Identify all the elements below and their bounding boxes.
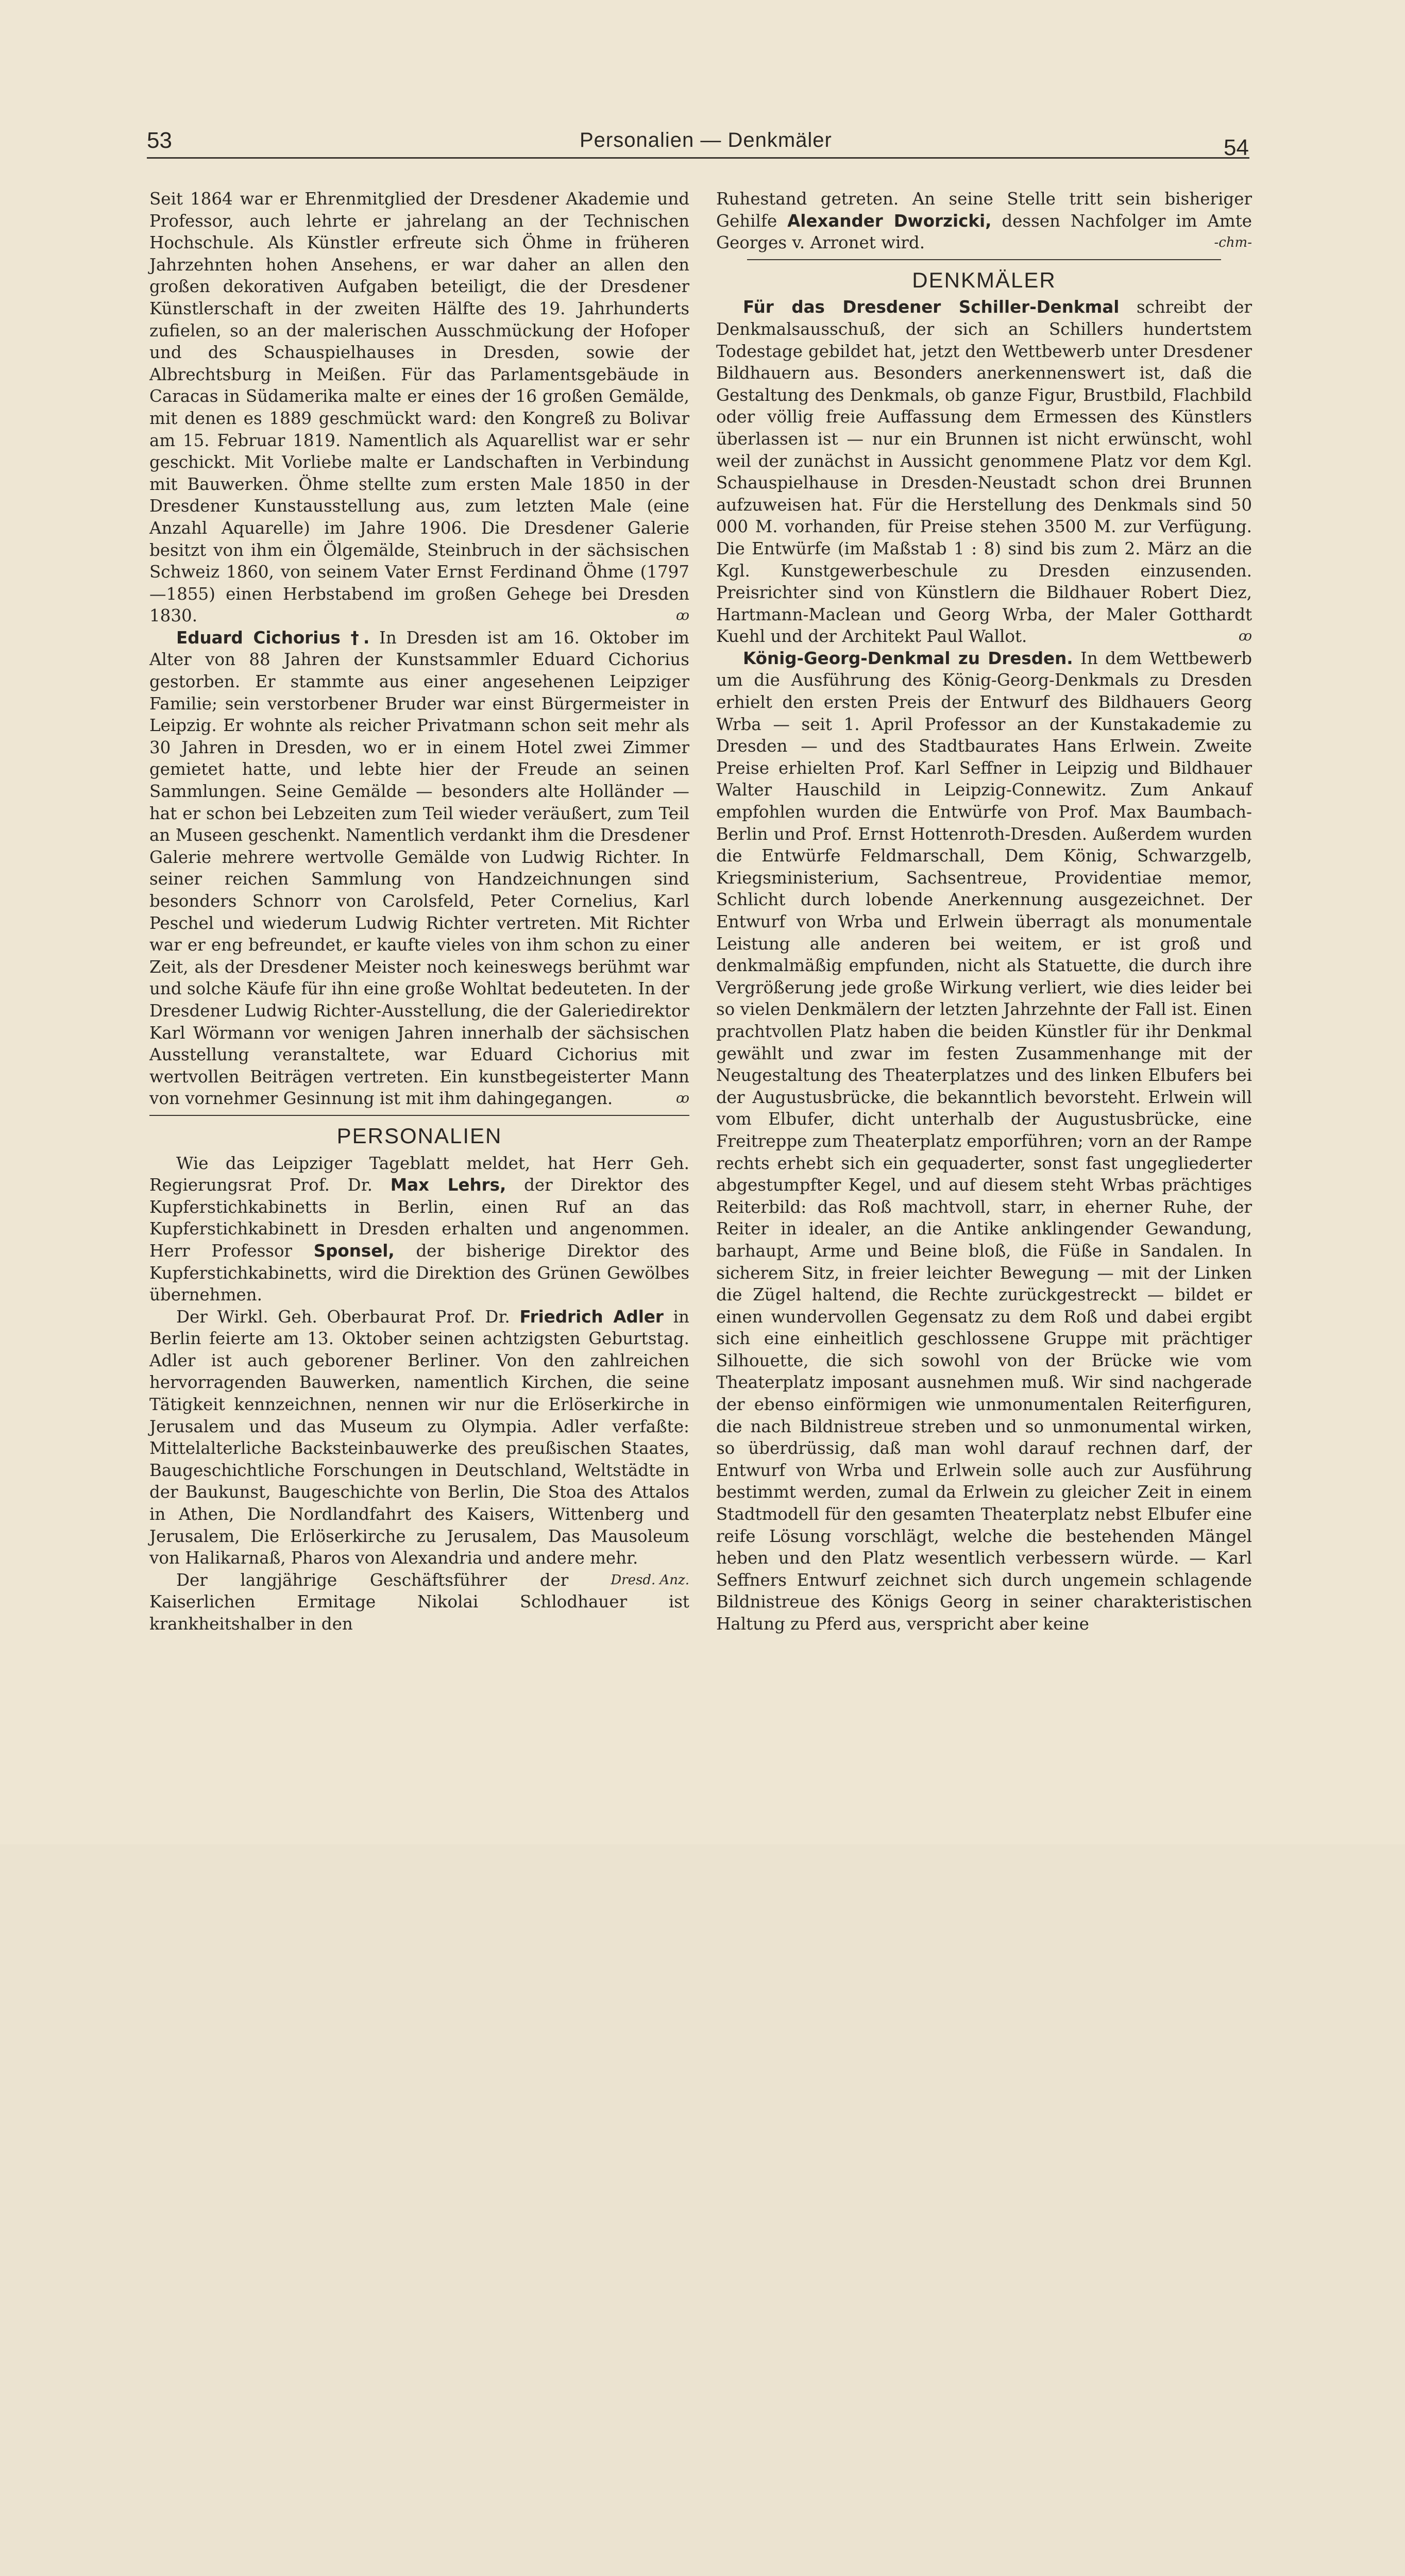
article-schiller-denkmal bbox=[716, 296, 1252, 648]
digitization-footer bbox=[0, 1844, 1405, 2005]
signature-mark: ꝏ bbox=[676, 608, 689, 624]
left-column bbox=[149, 188, 689, 1635]
article-koenig-georg-denkmal bbox=[716, 648, 1252, 1635]
article-cichorius bbox=[149, 627, 689, 1110]
paragraph-text: Der langjährige Geschäftsführer der Kaiserlichen Ermitage Nikolai Schlodhauer ist krankheitshalber in den bbox=[149, 1570, 689, 1634]
signature-mark: ꝏ bbox=[676, 1091, 689, 1107]
paragraph-text: der bisherige Direktor des Kupferstichkabinetts, wird die Direktion des Grünen Gewölbes übernehmen. bbox=[149, 1241, 689, 1305]
paragraph-text: Der Wirkl. Geh. Oberbaurat Prof. Dr. bbox=[176, 1307, 520, 1327]
paragraph-text: der Direktor des Kupferstichkabinetts in Berlin, einen Ruf an das Kupferstichkabinett in Dresden erhalten und angenommen. Herr Professor bbox=[149, 1175, 689, 1261]
paragraph-text: Ruhestand getreten. An seine Stelle tritt sein bisheriger Gehilfe bbox=[716, 189, 1252, 231]
name-adler: Friedrich Adler bbox=[519, 1307, 664, 1327]
right-column bbox=[716, 188, 1252, 1635]
article-name-koenig-georg: König-Georg-Denkmal zu Dresden. bbox=[743, 648, 1073, 668]
signature-mark: ꝏ bbox=[1239, 629, 1252, 645]
paragraph-text: Seit 1864 war er Ehrenmitglied der Dresdener Akademie und Professor, auch lehrte er jahrelang an der Technischen Hochschule. Als Künstler erfreute sich Öhme in früheren Jahrzehnten hohen Ansehens, er war daher an allen den großen dekorativen Aufgaben beteiligt, die der Dresdener Künstlerschaft in der zweiten Hälfte des 19. Jahrhunderts zufielen, so an der malerischen Ausschmückung der Hofoper und des Schauspielhauses in Dresden, sowie der Albrechtsburg in Meißen. Für das Parlamentsgebäude in Caracas in Südamerika malte er eines der 16 großen Gemälde, mit denen es 1889 geschmückt ward: den Kongreß zu Bolivar am 15. Februar 1819. Namentlich als Aquarellist war er sehr geschickt. Mit Vorliebe malte er Landschaften in Verbindung mit Bauwerken. Öhme stellte zum ersten Male 1850 in der Dresdener Kunstausstellung aus, zum letzten Male (eine Anzahl Aquarelle) im Jahre 1906. Die Dresdener Galerie besitzt von ihm ein Ölgemälde, Steinbruch in der sächsischen Schweiz 1860, von seinem Vater Ernst Ferdinand Öhme (1797—1855) einen Herbstabend im großen Gehege bei Dresden 1830. bbox=[149, 189, 689, 626]
page-number-right: 54 bbox=[1224, 135, 1249, 160]
page-number-left: 53 bbox=[147, 128, 172, 153]
article-adler bbox=[149, 1306, 689, 1588]
section-rule bbox=[747, 259, 1221, 260]
section-heading-denkmaeler: DENKMÄLER bbox=[912, 267, 1056, 292]
section-rule bbox=[149, 1115, 689, 1116]
name-sponsel: Sponsel, bbox=[313, 1241, 395, 1261]
article-dworzicki bbox=[716, 188, 1252, 254]
article-oehme-end bbox=[149, 188, 689, 627]
running-title: Personalien — Denkmäler bbox=[580, 129, 832, 151]
article-name-cichorius: Eduard Cichorius †. bbox=[176, 628, 370, 648]
article-name-schiller: Für das Dresdener Schiller-Denkmal bbox=[743, 297, 1120, 317]
paragraph-text: Wie das Leipziger Tageblatt meldet, hat Herr Geh. Regierungsrat Prof. Dr. bbox=[149, 1153, 689, 1195]
section-heading-personalien: PERSONALIEN bbox=[336, 1123, 502, 1148]
article-lehrs bbox=[149, 1153, 689, 1306]
paragraph-text: In Dresden ist am 16. Oktober im Alter von 88 Jahren der Kunstsammler Eduard Cichorius gestorben. Er stammte aus einer angesehenen Leipziger Familie; sein verstorbener Bruder war einst Bürgermeister in Leipzig. Er wohnte als reicher Privatmann schon seit mehr als 30 Jahren in Dresden, wo er in einem Hotel zwei Zimmer gemietet hatte, und lebte hier der Freude an seinen Sammlungen. Seine Gemälde — besonders alte Holländer — hat er schon bei Lebzeiten zum Teil wieder veräußert, zum Teil an Museen geschenkt. Namentlich verdankt ihm die Dresdener Galerie mehrere wertvolle Gemälde von Ludwig Richter. In seiner reichen Sammlung von Handzeichnungen sind besonders Schnorr von Carolsfeld, Peter Cornelius, Karl Peschel und wiederum Ludwig Richter vertreten. Mit Richter war er eng befreundet, er kaufte vieles von ihm schon zu einer Zeit, als der Dresdener Meister noch keineswegs berühmt war und solche Käufe für ihn eine große Wohltat bedeuteten. In der Dresdener Ludwig Richter-Ausstellung, die der Galeriedirektor Karl Wörmann vor wenigen Jahren innerhalb der sächsischen Ausstellung veranstaltete, war Eduard Cichorius mit wertvollen Beiträgen vertreten. Ein kunstbegeisterter Mann von vornehmer Gesinnung ist mit ihm dahingegangen. bbox=[149, 628, 690, 1109]
header-rule bbox=[147, 157, 1249, 159]
paragraph-text: In dem Wettbewerb um die Ausführung des König-Georg-Denkmals zu Dresden erhielt den ersten Preis der Entwurf des Bildhauers Georg Wrba — seit 1. April Professor an der Kunstakademie zu Dresden — und des Stadtbaurates Hans Erlwein. Zweite Preise erhielten Prof. Karl Seffner in Leipzig und Bildhauer Walter Hauschild in Leipzig-Connewitz. Zum Ankauf empfohlen wurden die Entwürfe von Prof. Max Baumbach-Berlin und Prof. Ernst Hottenroth-Dresden. Außerdem wurden die Entwürfe Feldmarschall, Dem König, Schwarzgelb, Kriegsministerium, Sachsentreue, Providentiae memor, Schlicht durch lobende Anerkennung ausgezeichnet. Der Entwurf von Wrba und Erlwein überragt als monumentale Leistung alle anderen bei weitem, er ist groß und denkmalmäßig empfunden, nicht als Statuette, die durch ihre Vergrößerung jede große Wirkung verliert, wie dies leider bei so vielen Denkmälern der letzten Jahrzehnte der Fall ist. Einen prachtvollen Platz haben die beiden Künstler für ihr Denkmal gewählt und zwar im festen Zusammenhange mit der Neugestaltung des Theaterplatzes und des linken Elbufers bei der Augustusbrücke, die bekanntlich bevorsteht. Erlwein will vom Elbufer, dicht unterhalb der Augustusbrücke, eine Freitreppe zum Theaterplatz emporführen; vorn an der Rampe rechts erhebt sich ein gequaderter, sonst fast ungegliederter abgestumpfter Kegel, und auf diesem steht Wrbas prächtiges Reiterbild: das Roß machtvoll, starr, in eherner Ruhe, der Reiter in idealer, an die Antike anklingender Gewandung, barhaupt, Arme und Beine bloß, die Füße in Sandalen. In sicherem Sitz, in freier leichter Bewegung — mit der Linken die Zügel haltend, die Rechte zurückgestreckt — bildet er einen wundervollen Gegensatz zu dem Roß und dabei ergibt sich eine einheitlich geschlossene Gruppe mit prächtiger Silhouette, die sich sowohl von der Brücke wie vom Theaterplatz imposant ausnehmen muß. Wir sind nachgerade der ebenso einförmigen wie unmonumentalen Reiterfiguren, die nach Bildnistreue streben und so unmonumental wirken, so überdrüssig, daß man wohl darauf rechnen darf, der Entwurf von Wrba und Erlwein solle auch zur Ausführung bestimmt werden, zumal da Erlwein zu gleicher Zeit in einem Stadtmodell für den gesamten Theaterplatz nebst Elbufer eine reife Lösung vorschlägt, welche die bestehenden Mängel heben und den Platz wesentlich verbessern würde. — Karl Seffners Entwurf zeichnet sich durch ungemein schlagende Bildnistreue des Königs Georg in seiner charakteristischen Haltung zu Pferd aus, verspricht aber keine bbox=[716, 648, 1252, 1634]
paragraph-text: in Berlin feierte am 13. Oktober seinen achtzigsten Geburtstag. Adler ist auch geborener Berliner. Von den zahlreichen hervorragenden Bauwerken, namentlich Kirchen, die seine Tätigkeit kennzeichnen, nennen wir nur die Erlöserkirche in Jerusalem und das Museum zu Olympia. Adler verfaßte: Mittelalterliche Backsteinbauwerke des preußischen Staates, Baugeschichtliche Forschungen in Deutschland, Weltstädte in der Baukunst, Baugeschichte von Berlin, Die Stoa des Attalos in Athen, Die Nordlandfahrt des Kaisers, Wittenberg und Jerusalem, Die Erlöserkirche zu Jerusalem, Das Mausoleum von Halikarnaß, Pharos von Alexandria und andere mehr. bbox=[149, 1307, 689, 1568]
name-dworzicki: Alexander Dworzicki, bbox=[787, 211, 992, 231]
source-credit: Dresd. Anz. bbox=[611, 1572, 689, 1588]
paragraph-text: dessen Nachfolger im Amte Georges v. Arronet wird. bbox=[716, 211, 1252, 253]
paragraph-text: schreibt der Denkmalsausschuß, der sich an Schillers hundertstem Todestage gebildet hat, jetzt den Wettbewerb unter Dresdener Bildhauern aus. Besonders anerkennenswert ist, daß die Gestaltung des Denkmals, ob ganze Figur, Brustbild, Flachbild oder völlig freie Auffassung dem Ermessen des Künstlers überlassen ist — nur ein Brunnen ist nicht erwünscht, wohl weil der zunächst in Aussicht genommene Platz vor dem Kgl. Schauspielhause in Dresden-Neustadt schon drei Brunnen aufzuweisen hat. Für die Herstellung des Denkmals sind 50 000 M. vorhanden, für Preise stehen 3500 M. zur Verfügung. Die Entwürfe (im Maßstab 1 : 8) sind bis zum 2. März an die Kgl. Kunstgewerbeschule zu Dresden einzusenden. Preisrichter sind von Künstlern die Bildhauer Robert Diez, Hartmann-Maclean und Georg Wrba, der Maler Gotthardt Kuehl und der Architekt Paul Wallot. bbox=[716, 297, 1252, 647]
signature-mark: -chm- bbox=[1214, 235, 1252, 251]
name-lehrs: Max Lehrs, bbox=[390, 1175, 506, 1195]
